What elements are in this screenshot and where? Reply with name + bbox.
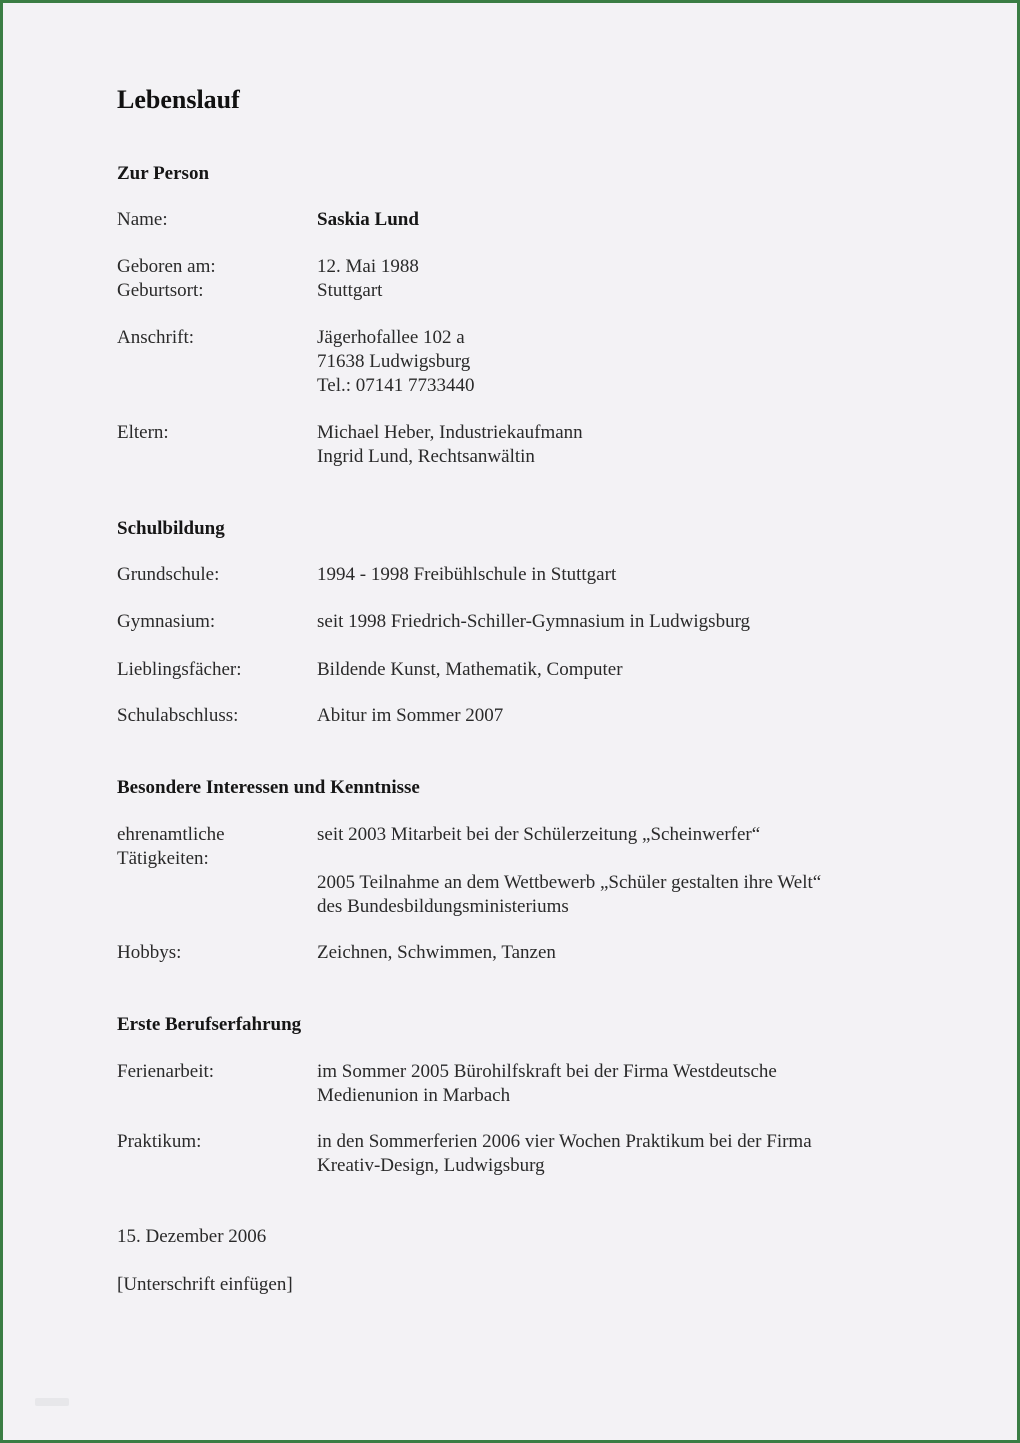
hobbies-label: Hobbys: — [117, 942, 182, 963]
education-label-favorites: Lieblingsfächer: — [117, 659, 242, 680]
parents-label: Eltern: — [117, 422, 169, 443]
internship-line2: Kreativ-Design, Ludwigsburg — [317, 1155, 545, 1176]
section-heading-interests: Besondere Interessen und Kenntnisse — [117, 777, 420, 798]
address-phone: Tel.: 07141 7733440 — [317, 375, 475, 396]
section-heading-education: Schulbildung — [117, 518, 225, 539]
internship-line1: in den Sommerferien 2006 vier Wochen Praktikum bei der Firma — [317, 1131, 812, 1152]
birthdate-label: Geboren am: — [117, 256, 216, 277]
education-label-graduation: Schulabschluss: — [117, 705, 239, 726]
document-title: Lebenslauf — [117, 85, 240, 114]
parent-mother: Ingrid Lund, Rechtsanwältin — [317, 446, 535, 467]
section-heading-person: Zur Person — [117, 163, 210, 184]
internship-label: Praktikum: — [117, 1131, 202, 1152]
cv-page — [3, 3, 1017, 1440]
hobbies-value: Zeichnen, Schwimmen, Tanzen — [317, 942, 556, 963]
education-value-graduation: Abitur im Sommer 2007 — [317, 705, 504, 726]
volunteer-item-1: seit 2003 Mitarbeit bei der Schülerzeitung „Scheinwerfer“ — [317, 824, 761, 845]
education-label-gymnasium: Gymnasium: — [117, 611, 216, 632]
watermark-logo — [35, 1398, 69, 1406]
name-value: Saskia Lund — [317, 209, 419, 230]
name-label: Name: — [117, 209, 168, 230]
birthplace-value: Stuttgart — [317, 280, 383, 301]
holiday-job-line2: Medienunion in Marbach — [317, 1085, 511, 1106]
volunteer-label-line2: Tätigkeiten: — [117, 848, 209, 869]
education-value-gymnasium: seit 1998 Friedrich-Schiller-Gymnasium in Ludwigsburg — [317, 611, 751, 632]
parent-father: Michael Heber, Industriekaufmann — [317, 422, 583, 443]
volunteer-item-2-line2: des Bundesbildungsministeriums — [317, 896, 569, 917]
birthdate-value: 12. Mai 1988 — [317, 256, 419, 277]
holiday-job-line1: im Sommer 2005 Bürohilfskraft bei der Firma Westdeutsche — [317, 1061, 777, 1082]
address-street: Jägerhofallee 102 a — [317, 327, 465, 348]
education-value-primary: 1994 - 1998 Freibühlschule in Stuttgart — [317, 564, 617, 585]
volunteer-label-line1: ehrenamtliche — [117, 824, 225, 845]
volunteer-item-2-line1: 2005 Teilnahme an dem Wettbewerb „Schüler gestalten ihre Welt“ — [317, 872, 822, 893]
address-label: Anschrift: — [117, 327, 195, 348]
signature-placeholder: [Unterschrift einfügen] — [117, 1274, 293, 1295]
education-label-primary: Grundschule: — [117, 564, 220, 585]
holiday-job-label: Ferienarbeit: — [117, 1061, 215, 1082]
birthplace-label: Geburtsort: — [117, 280, 204, 301]
education-value-favorites: Bildende Kunst, Mathematik, Computer — [317, 659, 623, 680]
document-date: 15. Dezember 2006 — [117, 1226, 267, 1247]
section-heading-experience: Erste Berufserfahrung — [117, 1014, 302, 1035]
address-city: 71638 Ludwigsburg — [317, 351, 471, 372]
